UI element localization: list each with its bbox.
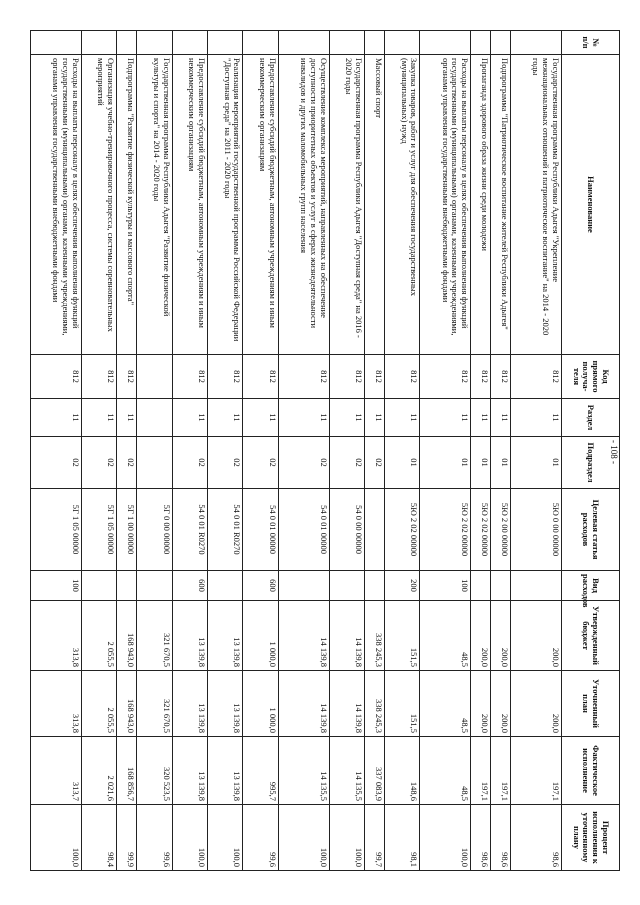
table-row bbox=[511, 31, 562, 871]
cell-refined: 200,0 bbox=[491, 671, 511, 737]
cell-code: 812 bbox=[117, 355, 137, 399]
cell-target: 5Ю 0 00 00000 bbox=[511, 489, 562, 571]
cell-approved: 2 055,5 bbox=[81, 601, 116, 671]
cell-subsection: 01 bbox=[511, 437, 562, 489]
table-row bbox=[243, 31, 278, 871]
cell-percent: 100,0 bbox=[31, 805, 82, 871]
cell-refined: 313,8 bbox=[31, 671, 82, 737]
cell-actual: 337 083,9 bbox=[365, 737, 385, 805]
cell-percent: 98,6 bbox=[471, 805, 491, 871]
cell-code: 812 bbox=[511, 355, 562, 399]
cell-actual: 13 139,8 bbox=[172, 737, 207, 805]
table-row bbox=[365, 31, 385, 871]
cell-approved: 200,0 bbox=[491, 601, 511, 671]
cell-approved: 151,5 bbox=[385, 601, 420, 671]
cell-approved: 200,0 bbox=[471, 601, 491, 671]
cell-refined: 13 139,8 bbox=[172, 671, 207, 737]
cell-target: 54 0 01 R0270 bbox=[172, 489, 207, 571]
cell-approved: 200,0 bbox=[511, 601, 562, 671]
cell-code: 812 bbox=[385, 355, 420, 399]
cell-approved: 13 139,8 bbox=[208, 601, 243, 671]
cell-section: 11 bbox=[329, 399, 364, 437]
cell-exp-type bbox=[117, 571, 137, 601]
cell-code: 812 bbox=[329, 355, 364, 399]
cell-name: Закупка товаров, работ и услуг для обеспечения государственных (муниципальных) нужд bbox=[385, 55, 420, 355]
cell-no bbox=[208, 31, 243, 55]
cell-name: Расходы на выплаты персоналу в целях обеспечения выполнения функций государственными (муниципальными) органами, казенными учреждениями, органами управления государственными внебюджетными фондами bbox=[31, 55, 82, 355]
cell-actual: 48,5 bbox=[420, 737, 471, 805]
cell-name: Предоставление субсидий бюджетным, автономным учреждениям и иным некоммерческим организациям bbox=[243, 55, 278, 355]
cell-code bbox=[137, 355, 172, 399]
cell-section: 11 bbox=[117, 399, 137, 437]
cell-subsection: 02 bbox=[243, 437, 278, 489]
cell-code: 812 bbox=[365, 355, 385, 399]
header-exp-type: Вид расходов bbox=[562, 571, 620, 601]
cell-exp-type: 100 bbox=[31, 571, 82, 601]
cell-percent: 100,0 bbox=[278, 805, 329, 871]
cell-target: 5Ю 2 02 00000 bbox=[420, 489, 471, 571]
cell-subsection: 01 bbox=[471, 437, 491, 489]
cell-subsection: 01 bbox=[385, 437, 420, 489]
cell-percent: 100,0 bbox=[208, 805, 243, 871]
cell-code: 812 bbox=[243, 355, 278, 399]
cell-section: 11 bbox=[243, 399, 278, 437]
cell-code: 812 bbox=[420, 355, 471, 399]
header-no: № п/п bbox=[562, 31, 620, 55]
table-body bbox=[31, 31, 562, 871]
cell-exp-type: 600 bbox=[172, 571, 207, 601]
cell-section: 11 bbox=[491, 399, 511, 437]
cell-exp-type bbox=[278, 571, 329, 601]
cell-no bbox=[81, 31, 116, 55]
cell-no bbox=[137, 31, 172, 55]
header-refined: Уточненный план bbox=[562, 671, 620, 737]
cell-section: 11 bbox=[31, 399, 82, 437]
cell-no bbox=[172, 31, 207, 55]
cell-no bbox=[385, 31, 420, 55]
table-row bbox=[491, 31, 511, 871]
cell-refined: 151,5 bbox=[385, 671, 420, 737]
cell-section: 11 bbox=[365, 399, 385, 437]
cell-name: Пропаганда здорового образа жизни среди молодежи bbox=[471, 55, 491, 355]
cell-percent: 100,0 bbox=[172, 805, 207, 871]
cell-exp-type bbox=[208, 571, 243, 601]
cell-name: Предоставление субсидий бюджетным, автономным учреждениям и иным некоммерческим организациям bbox=[172, 55, 207, 355]
cell-percent: 98,6 bbox=[491, 805, 511, 871]
cell-approved: 338 245,3 bbox=[365, 601, 385, 671]
table-row bbox=[471, 31, 491, 871]
cell-code: 812 bbox=[208, 355, 243, 399]
cell-exp-type bbox=[81, 571, 116, 601]
cell-actual: 14 135,5 bbox=[278, 737, 329, 805]
cell-subsection: 02 bbox=[278, 437, 329, 489]
cell-no bbox=[31, 31, 82, 55]
cell-code: 812 bbox=[172, 355, 207, 399]
cell-target: 5Ю 2 02 00000 bbox=[385, 489, 420, 571]
cell-subsection: 02 bbox=[365, 437, 385, 489]
cell-subsection bbox=[137, 437, 172, 489]
cell-exp-type: 100 bbox=[420, 571, 471, 601]
cell-refined: 338 245,3 bbox=[365, 671, 385, 737]
cell-name: Организация учебно-тренировочного процесса, системы соревновательных мероприятий bbox=[81, 55, 116, 355]
cell-actual: 197,1 bbox=[471, 737, 491, 805]
cell-section: 11 bbox=[471, 399, 491, 437]
cell-name: Подпрограмма "Патриотическое воспитание жителей Республики Адыгея" bbox=[491, 55, 511, 355]
table-row bbox=[278, 31, 329, 871]
cell-section: 11 bbox=[172, 399, 207, 437]
cell-refined: 48,5 bbox=[420, 671, 471, 737]
cell-percent: 100,0 bbox=[420, 805, 471, 871]
cell-code: 812 bbox=[491, 355, 511, 399]
header-target: Целевая статья расходов bbox=[562, 489, 620, 571]
cell-no bbox=[471, 31, 491, 55]
cell-target bbox=[365, 489, 385, 571]
cell-name: Государственная программа Республики Адыгея "Укрепление межнациональных отношений и патриотическое воспитание" на 2014 - 2020 годы bbox=[511, 55, 562, 355]
cell-target: 5Ю 2 02 00000 bbox=[471, 489, 491, 571]
table-row bbox=[31, 31, 82, 871]
cell-target: 5Ю 2 00 00000 bbox=[491, 489, 511, 571]
cell-refined: 14 139,8 bbox=[329, 671, 364, 737]
cell-percent: 98,4 bbox=[81, 805, 116, 871]
cell-code: 812 bbox=[31, 355, 82, 399]
cell-name: Государственная программа Республики Адыгея "Доступная среда" на 2016 - 2020 годы bbox=[329, 55, 364, 355]
header-percent: Процент исполнения к уточненному плану bbox=[562, 805, 620, 871]
table-row bbox=[385, 31, 420, 871]
page-number: - 108 - bbox=[609, 440, 619, 464]
table-row bbox=[117, 31, 137, 871]
cell-exp-type bbox=[137, 571, 172, 601]
cell-percent: 99,6 bbox=[137, 805, 172, 871]
cell-approved: 168 943,0 bbox=[117, 601, 137, 671]
cell-section: 11 bbox=[278, 399, 329, 437]
cell-target: 5Г 0 00 00000 bbox=[137, 489, 172, 571]
cell-name: Расходы на выплаты персоналу в целях обеспечения выполнения функций государственными (муниципальными) органами, казенными учреждениями, органами управления государственными внебюджетными фондами bbox=[420, 55, 471, 355]
cell-approved: 48,5 bbox=[420, 601, 471, 671]
cell-name: Осуществление комплекса мероприятий, направленных на обеспечение доступности приоритетных объектов и услуг в сферах жизнедеятельности инвалидов и других маломобильных групп населения bbox=[278, 55, 329, 355]
cell-exp-type bbox=[491, 571, 511, 601]
cell-exp-type bbox=[471, 571, 491, 601]
table-row bbox=[329, 31, 364, 871]
cell-section: 11 bbox=[81, 399, 116, 437]
cell-no bbox=[329, 31, 364, 55]
cell-target: 5Г 1 05 00000 bbox=[81, 489, 116, 571]
header-subsection: Подраздел bbox=[562, 437, 620, 489]
cell-approved: 14 139,8 bbox=[278, 601, 329, 671]
cell-no bbox=[365, 31, 385, 55]
cell-exp-type: 600 bbox=[243, 571, 278, 601]
budget-table-container bbox=[30, 30, 620, 870]
cell-actual: 2 021,6 bbox=[81, 737, 116, 805]
cell-subsection: 02 bbox=[172, 437, 207, 489]
cell-no bbox=[278, 31, 329, 55]
cell-actual: 13 139,8 bbox=[208, 737, 243, 805]
cell-code: 812 bbox=[81, 355, 116, 399]
cell-approved: 13 139,8 bbox=[172, 601, 207, 671]
cell-approved: 14 139,8 bbox=[329, 601, 364, 671]
header-code: Код прямого получа-теля bbox=[562, 355, 620, 399]
cell-actual: 320 523,5 bbox=[137, 737, 172, 805]
budget-execution-table bbox=[30, 30, 620, 871]
header-actual: Фактическое исполнение bbox=[562, 737, 620, 805]
cell-percent: 99,7 bbox=[365, 805, 385, 871]
cell-target: 5Г 1 00 00000 bbox=[117, 489, 137, 571]
cell-section: 11 bbox=[420, 399, 471, 437]
table-row bbox=[81, 31, 116, 871]
cell-refined: 14 139,8 bbox=[278, 671, 329, 737]
table-row bbox=[208, 31, 243, 871]
cell-actual: 14 135,5 bbox=[329, 737, 364, 805]
cell-subsection: 02 bbox=[117, 437, 137, 489]
header-name: Наименование bbox=[562, 55, 620, 355]
cell-code: 812 bbox=[471, 355, 491, 399]
cell-no bbox=[420, 31, 471, 55]
cell-no bbox=[491, 31, 511, 55]
cell-refined: 200,0 bbox=[471, 671, 491, 737]
cell-name: Массовый спорт bbox=[365, 55, 385, 355]
cell-target: 5Г 1 05 00000 bbox=[31, 489, 82, 571]
cell-section bbox=[137, 399, 172, 437]
cell-actual: 197,1 bbox=[511, 737, 562, 805]
cell-actual: 313,7 bbox=[31, 737, 82, 805]
cell-subsection: 01 bbox=[420, 437, 471, 489]
cell-name: Реализация мероприятий государственной программы Российской Федерации "Доступная среда" на 2011 - 2020 годы bbox=[208, 55, 243, 355]
cell-refined: 321 670,5 bbox=[137, 671, 172, 737]
cell-approved: 321 670,5 bbox=[137, 601, 172, 671]
header-section: Раздел bbox=[562, 399, 620, 437]
cell-name: Государственная программа Республики Адыгея "Развитие физической культуры и спорта" на 2014 - 2020 годы bbox=[137, 55, 172, 355]
table-row bbox=[172, 31, 207, 871]
cell-code: 812 bbox=[278, 355, 329, 399]
table-row bbox=[137, 31, 172, 871]
cell-percent: 99,9 bbox=[117, 805, 137, 871]
cell-refined: 1 000,0 bbox=[243, 671, 278, 737]
cell-subsection: 02 bbox=[208, 437, 243, 489]
cell-target: 54 0 01 R0270 bbox=[208, 489, 243, 571]
cell-percent: 99,6 bbox=[243, 805, 278, 871]
header-approved: Утвержденный бюджет bbox=[562, 601, 620, 671]
cell-exp-type bbox=[365, 571, 385, 601]
cell-percent: 98,1 bbox=[385, 805, 420, 871]
cell-name: Подпрограмма "Развитие физической культуры и массового спорта" bbox=[117, 55, 137, 355]
cell-subsection: 02 bbox=[31, 437, 82, 489]
table-header-row bbox=[562, 31, 620, 871]
cell-actual: 995,7 bbox=[243, 737, 278, 805]
cell-target: 54 0 01 00000 bbox=[243, 489, 278, 571]
cell-exp-type bbox=[329, 571, 364, 601]
cell-refined: 168 943,0 bbox=[117, 671, 137, 737]
cell-approved: 313,8 bbox=[31, 601, 82, 671]
cell-exp-type: 200 bbox=[385, 571, 420, 601]
cell-refined: 200,0 bbox=[511, 671, 562, 737]
cell-approved: 1 000,0 bbox=[243, 601, 278, 671]
cell-actual: 197,1 bbox=[491, 737, 511, 805]
cell-target: 54 0 00 00000 bbox=[329, 489, 364, 571]
cell-no bbox=[117, 31, 137, 55]
table-row bbox=[420, 31, 471, 871]
cell-actual: 148,6 bbox=[385, 737, 420, 805]
cell-subsection: 02 bbox=[329, 437, 364, 489]
cell-exp-type bbox=[511, 571, 562, 601]
cell-no bbox=[243, 31, 278, 55]
cell-section: 11 bbox=[208, 399, 243, 437]
cell-section: 11 bbox=[511, 399, 562, 437]
cell-percent: 100,0 bbox=[329, 805, 364, 871]
cell-subsection: 02 bbox=[81, 437, 116, 489]
cell-no bbox=[511, 31, 562, 55]
cell-subsection: 01 bbox=[491, 437, 511, 489]
cell-percent: 98,6 bbox=[511, 805, 562, 871]
cell-target: 54 0 01 00000 bbox=[278, 489, 329, 571]
cell-refined: 2 055,5 bbox=[81, 671, 116, 737]
cell-actual: 168 856,7 bbox=[117, 737, 137, 805]
cell-refined: 13 139,8 bbox=[208, 671, 243, 737]
cell-section: 11 bbox=[385, 399, 420, 437]
